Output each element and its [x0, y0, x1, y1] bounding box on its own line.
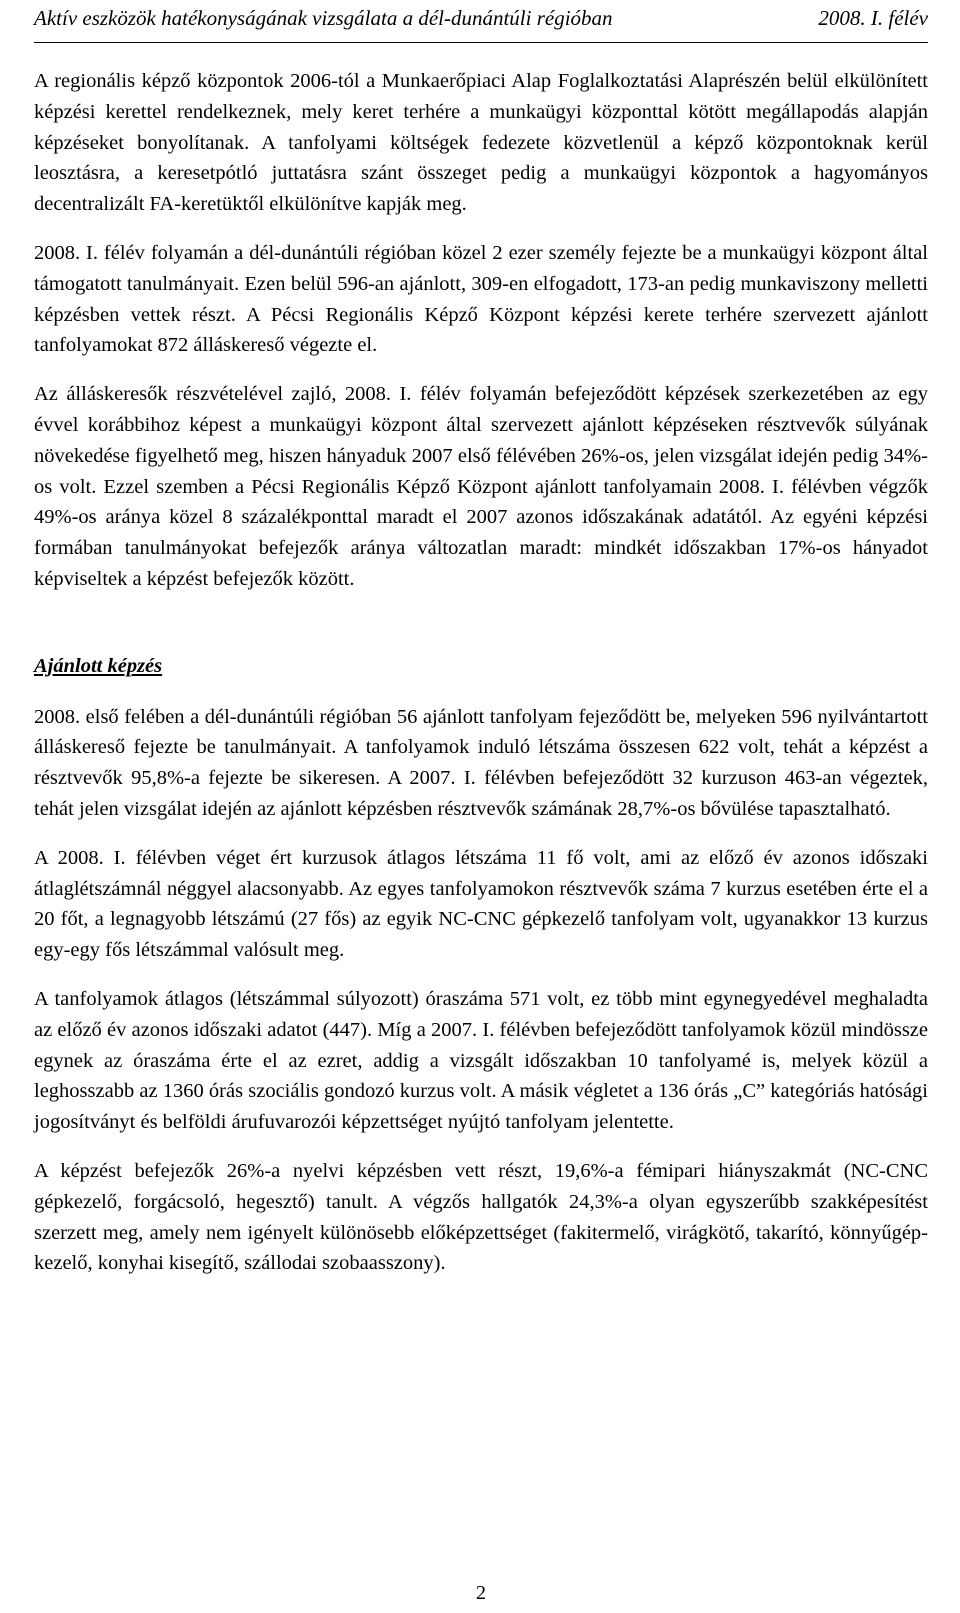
paragraph-participants: 2008. I. félév folyamán a dél-dunántúli régióban közel 2 ezer személy fejezte be a munkaügyi központ által támogatott tanulmányait. Ezen belül 596-an ajánlott, 309-en elfogadott, 173-an pedig munkaviszony melletti képzésben vettek részt. A Pécsi Regionális Képző Központ képzési kerete terhére szervezett ajánlott tanfolyamokat 872 álláskereső végezte el.: [34, 241, 928, 357]
document-page: [34, 0, 928, 1613]
document-body: [34, 66, 928, 1297]
paragraph-training-budget: A regionális képző központok 2006-tól a Munkaerőpiaci Alap Foglalkoztatási Alaprészén belül elkülönített képzési kerettel rendelkeznek, mely keret terhére a munkaügyi központtal kötött megállapodás alapján képzéseket bonyolítanak. A tanfolyami költségek fedezete közvetlenül a képző központoknak kerül leosztásra, a keresetpótló juttatásra szánt összeget pedig a munkaügyi központok a hagyományos decentralizált FA-keretüktől elkülönítve kapják meg.: [34, 70, 928, 216]
paragraph-course-size: A 2008. I. félévben véget ért kurzusok átlagos létszáma 11 fő volt, ami az előző év azonos időszaki átlaglétszámnál néggyel alacsonyabb. Az egyes tanfolyamokon résztvevők száma 7 kurzus esetében érte el a 20 főt, a legnagyobb létszámú (27 fős) az egyik NC-CNC gépkezelő tanfolyam volt, ugyanakkor 13 kurzus egy-egy fős létszámmal valósult meg.: [34, 846, 928, 962]
running-header: [34, 4, 928, 43]
header-period: 2008. I. félév: [818, 6, 928, 30]
paragraph-structure: Az álláskeresők részvételével zajló, 2008. I. félév folyamán befejeződött képzések szerkezetében az egy évvel korábbihoz képest a munkaügyi központ által szervezett ajánlott képzéseken résztvevők súlyának növekedése figyelhető meg, hiszen hányaduk 2007 első félévében 26%-os, jelen vizsgálat idején pedig 34%-os volt. Ezzel szemben a Pécsi Regionális Képző Központ ajánlott tanfolyamain 2008. I. félévben végzők 49%-os aránya közel 8 százalékponttal maradt el 2007 azonos időszakának adatától. Az egyéni képzési formában tanulmányokat befejezők aránya változatlan maradt: mindkét időszakban 17%-os hányadot képviseltek a képzést befejezők között.: [34, 383, 928, 590]
paragraph-recommended-courses: 2008. első felében a dél-dunántúli régióban 56 ajánlott tanfolyam fejeződött be, melyeken 596 nyilvántartott álláskereső fejezte be tanulmányait. A tanfolyamok induló létszáma összesen 622 volt, tehát a képzést a résztvevők 95,8%-a fejezte be sikeresen. A 2007. I. félévben befejeződött 32 kurzuson 463-an végeztek, tehát jelen vizsgálat idején az ajánlott képzésben résztvevők számának 28,7%-os bővülése tapasztalható.: [34, 705, 928, 820]
paragraph-course-hours: A tanfolyamok átlagos (létszámmal súlyozott) óraszáma 571 volt, ez több mint egynegyedével meghaladta az előző év azonos időszaki adatot (447). Míg a 2007. I. félévben befejeződött tanfolyamok közül mindössze egynek az óraszáma érte el az ezret, addig a vizsgált időszakban 10 tanfolyamé is, melyek közül a leghosszabb az 1360 órás szociális gondozó kurzus volt. A másik végletet a 136 órás „C” kategóriás hatósági jogosítványt és belföldi árufuvarozói képzettséget nyújtó tanfolyam jelentette.: [34, 987, 928, 1134]
header-title: Aktív eszközök hatékonyságának vizsgálata a dél-dunántúli régióban: [34, 6, 613, 30]
page-number: 2: [476, 1582, 486, 1604]
section-heading: Ajánlott képzés: [34, 654, 163, 677]
paragraph-course-types: A képzést befejezők 26%-a nyelvi képzésben vett részt, 19,6%-a fémipari hiányszakmát (NC-CNC gépkezelő, forgácsoló, hegesztő) tanult. A végzős hallgatók 24,3%-a olyan egyszerűbb szakképesítést szerzett meg, amely nem igényelt különösebb előképzettséget (fakitermelő, virágkötő, takarító, könnyűgép-kezelő, konyhai kisegítő, szállodai szobaasszony).: [34, 1159, 928, 1275]
